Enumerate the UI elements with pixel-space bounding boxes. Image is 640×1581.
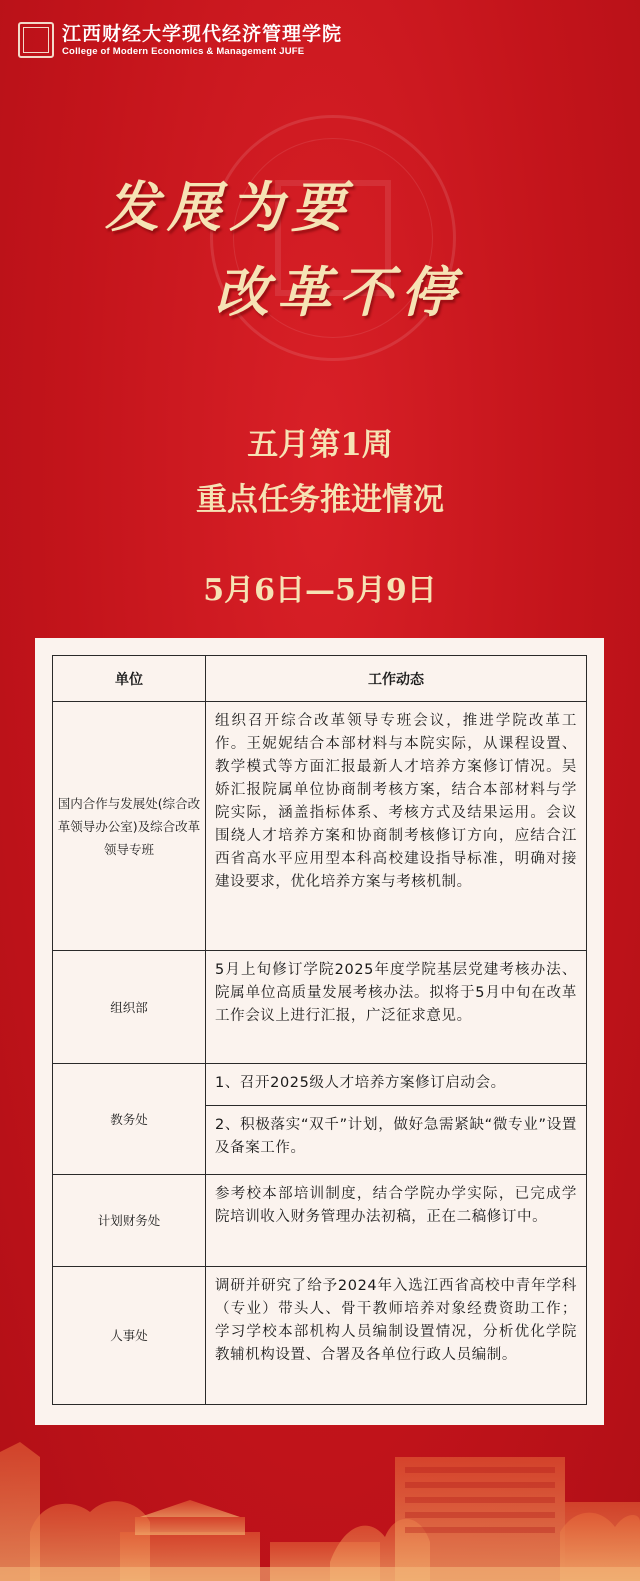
college-header: [18, 20, 342, 60]
work-cell: 组织召开综合改革领导专班会议，推进学院改革工作。王妮妮结合本部材料与本院实际，从课程设置、教学模式等方面汇报最新人才培养方案修订情况。吴娇汇报院属单位协商制考核方案，结合本部材料与学院实际，涵盖指标体系、考核方式及结果运用。会议围绕人才培养方案和协商制考核修订方向，应结合江西省高水平应用型本科高校建设指导标准，明确对接建设要求，优化培养方案与考核机制。: [206, 702, 587, 951]
unit-cell: 计划财务处: [53, 1175, 206, 1267]
unit-cell: 教务处: [53, 1064, 206, 1175]
week-heading: 五月第1周: [247, 427, 393, 463]
table-row: [53, 702, 587, 951]
table-header-row: [53, 656, 587, 702]
work-cell: 1、召开2025级人才培养方案修订启动会。: [206, 1064, 587, 1106]
unit-cell: 国内合作与发展处(综合改革领导办公室)及综合改革领导专班: [53, 702, 206, 951]
campus-buildings-illustration: [0, 1412, 640, 1581]
slogan-line-2: 改革不停: [215, 260, 463, 324]
progress-table: [52, 655, 587, 1405]
column-header-work: 工作动态: [206, 656, 587, 702]
college-name-cn: 江西财经大学现代经济管理学院: [62, 22, 343, 45]
work-cell: 参考校本部培训制度，结合学院办学实际，已完成学院培训收入财务管理办法初稿，正在二稿修订中。: [206, 1175, 587, 1267]
slogan-line-1: 发展为要: [105, 175, 353, 239]
college-name-en: College of Modern Economics & Management JUFE: [62, 45, 305, 57]
table-row: [53, 1175, 587, 1267]
unit-cell: 人事处: [53, 1267, 206, 1405]
table-row: [53, 1267, 587, 1405]
work-cell: 调研并研究了给予2024年入选江西省高校中青年学科（专业）带头人、骨干教师培养对象经费资助工作；学习学校本部机构人员编制设置情况，分析优化学院教辅机构设置、合署及各单位行政人员编制。: [206, 1267, 587, 1405]
subject-heading: 重点任务推进情况: [196, 482, 444, 518]
table-row: [53, 1064, 587, 1106]
date-range: 5月6日—5月9日: [203, 573, 437, 608]
unit-cell: 组织部: [53, 951, 206, 1064]
college-logo-icon: [18, 22, 54, 58]
progress-table-card: [35, 638, 604, 1425]
work-cell: 5月上旬修订学院2025年度学院基层党建考核办法、院属单位高质量发展考核办法。拟将于5月中旬在改革工作会议上进行汇报，广泛征求意见。: [206, 951, 587, 1064]
work-cell: 2、积极落实“双千”计划，做好急需紧缺“微专业”设置及备案工作。: [206, 1106, 587, 1175]
table-row: [53, 951, 587, 1064]
column-header-unit: 单位: [53, 656, 206, 702]
